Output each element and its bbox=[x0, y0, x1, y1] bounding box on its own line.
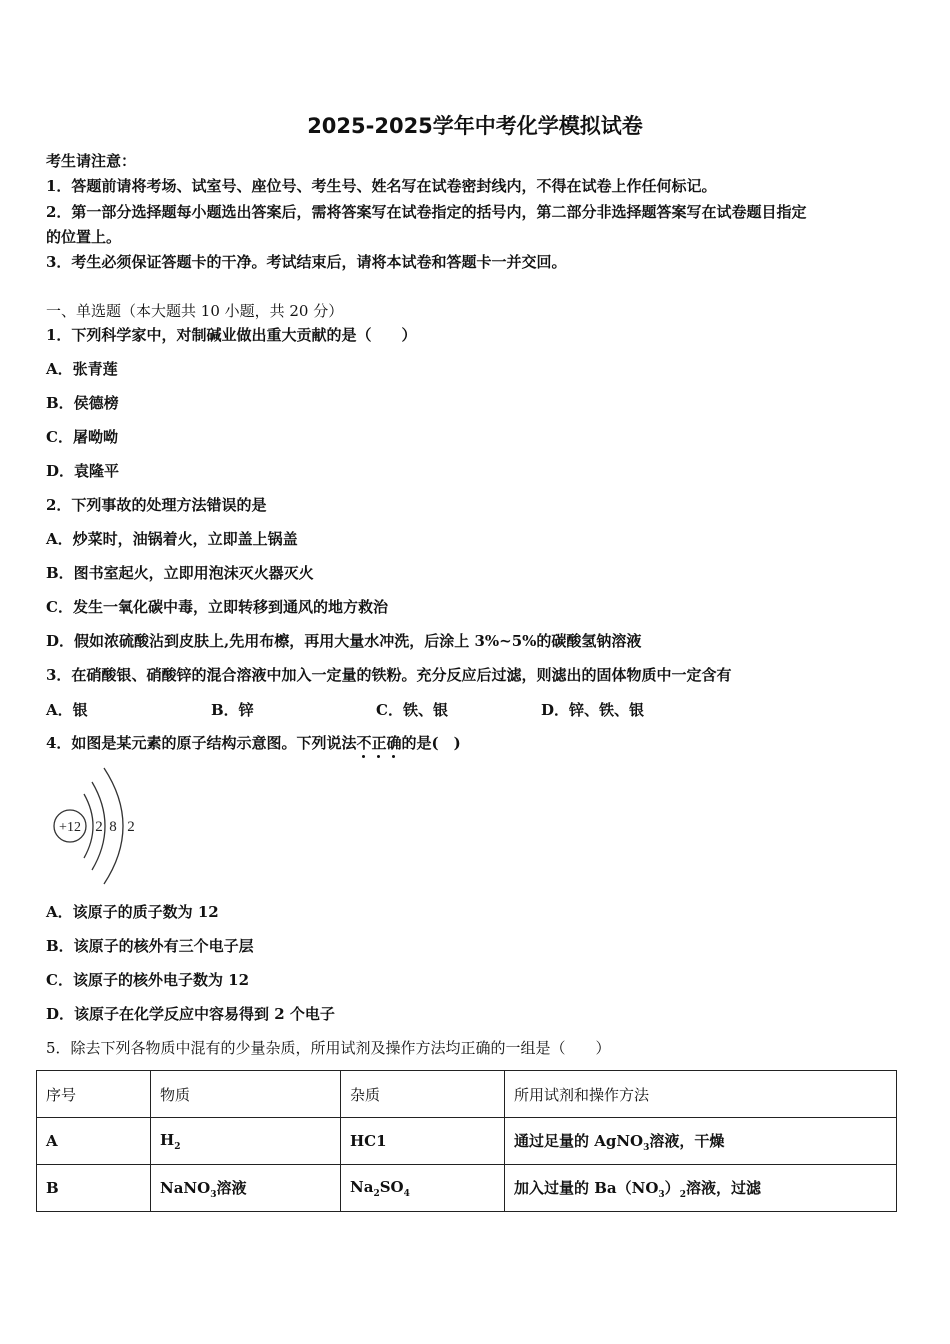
nucleus-charge: +12 bbox=[59, 820, 81, 835]
question-2-option-d: D．假如浓硫酸沾到皮肤上,先用布檫，再用大量水冲洗，后涂上 3%~5%的碳酸氢钠溶液 bbox=[46, 632, 642, 650]
question-3-stem: 3．在硝酸银、硝酸锌的混合溶液中加入一定量的铁粉。充分反应后过滤，则滤出的固体物质中一定含有 bbox=[46, 666, 732, 684]
question-1-option-c: C．屠呦呦 bbox=[46, 428, 118, 446]
question-1-option-a: A．张青莲 bbox=[46, 360, 118, 378]
question-1-option-b: B．侯德榜 bbox=[46, 394, 119, 412]
question-2-option-a: A．炒菜时，油锅着火，立即盖上锅盖 bbox=[46, 530, 298, 548]
question-4-stem bbox=[46, 733, 461, 753]
notice-item: 2．第一部分选择题每小题选出答案后，需将答案写在试卷指定的括号内，第二部分非选择题答案写在试卷题目指定 bbox=[46, 203, 807, 221]
row-impurity: HC1 bbox=[341, 1118, 505, 1165]
question-2-option-b: B．图书室起火，立即用泡沫灭火器灭火 bbox=[46, 564, 314, 582]
question-3-option-a: A．银 bbox=[46, 701, 88, 719]
question-3-option-c: C．铁、银 bbox=[376, 701, 448, 719]
shell-electron-count: 8 bbox=[109, 819, 117, 835]
section-heading: 一、单选题（本大题共 10 小题，共 20 分） bbox=[46, 302, 344, 320]
row-id: B bbox=[37, 1165, 151, 1212]
question-4-option-b: B．该原子的核外有三个电子层 bbox=[46, 937, 254, 955]
question-4-option-c: C．该原子的核外电子数为 12 bbox=[46, 971, 250, 989]
table-header-cell: 序号 bbox=[37, 1071, 151, 1118]
emphasis-char: 正 bbox=[371, 734, 387, 752]
page-title: 2025-2025学年中考化学模拟试卷 bbox=[307, 114, 643, 138]
question-2-option-c: C．发生一氧化碳中毒，立即转移到通风的地方救治 bbox=[46, 598, 388, 616]
emphasis-char: 确 bbox=[386, 734, 402, 752]
table-row bbox=[37, 1118, 897, 1165]
notice-item: 1．答题前请将考场、试室号、座位号、考生号、姓名写在试卷密封线内，不得在试卷上作任何标记。 bbox=[46, 177, 717, 195]
row-method: 通过足量的 AgNO$_3$溶液，干燥 bbox=[505, 1118, 897, 1165]
question-5-table bbox=[36, 1070, 897, 1212]
notice-item: 的位置上。 bbox=[46, 228, 122, 246]
table-header-cell: 杂质 bbox=[341, 1071, 505, 1118]
question-1-option-d: D．袁隆平 bbox=[46, 462, 120, 480]
row-id: A bbox=[37, 1118, 151, 1165]
stem-text: 的是( ) bbox=[401, 734, 461, 752]
atom-structure-diagram bbox=[46, 762, 156, 892]
notice-item: 3．考生必须保证答题卡的干净。考试结束后，请将本试卷和答题卡一并交回。 bbox=[46, 253, 567, 271]
electron-shell-arc bbox=[84, 794, 93, 858]
question-2-stem: 2．下列事故的处理方法错误的是 bbox=[46, 496, 267, 514]
question-3-option-d: D．锌、铁、银 bbox=[541, 701, 645, 719]
question-5-stem: 5．除去下列各物质中混有的少量杂质，所用试剂及操作方法均正确的一组是（ ） bbox=[46, 1039, 611, 1057]
table-header-cell: 所用试剂和操作方法 bbox=[505, 1071, 897, 1118]
table-row bbox=[37, 1165, 897, 1212]
shell-electron-count: 2 bbox=[95, 819, 103, 835]
stem-text: 4．如图是某元素的原子结构示意图。下列说法 bbox=[46, 734, 357, 752]
emphasis-char: 不 bbox=[356, 734, 372, 752]
row-method: 加入过量的 $Ba(NO_3)_2$溶液，过滤 bbox=[505, 1165, 897, 1212]
question-3-option-b: B．锌 bbox=[211, 701, 254, 719]
notice-heading: 考生请注意： bbox=[46, 152, 137, 170]
question-4-option-a: A．该原子的质子数为 12 bbox=[46, 903, 219, 921]
question-1-stem: 1．下列科学家中，对制碱业做出重大贡献的是（ ） bbox=[46, 326, 417, 344]
table-header-cell: 物质 bbox=[151, 1071, 341, 1118]
table-header-row bbox=[37, 1071, 897, 1118]
row-substance: NaNO$_3$溶液 bbox=[151, 1165, 341, 1212]
question-4-option-d: D．该原子在化学反应中容易得到 2 个电子 bbox=[46, 1005, 335, 1023]
row-impurity: $Na_2SO_4$ bbox=[341, 1165, 505, 1212]
row-substance: $H_2$ bbox=[151, 1118, 341, 1165]
shell-electron-count: 2 bbox=[127, 819, 135, 835]
